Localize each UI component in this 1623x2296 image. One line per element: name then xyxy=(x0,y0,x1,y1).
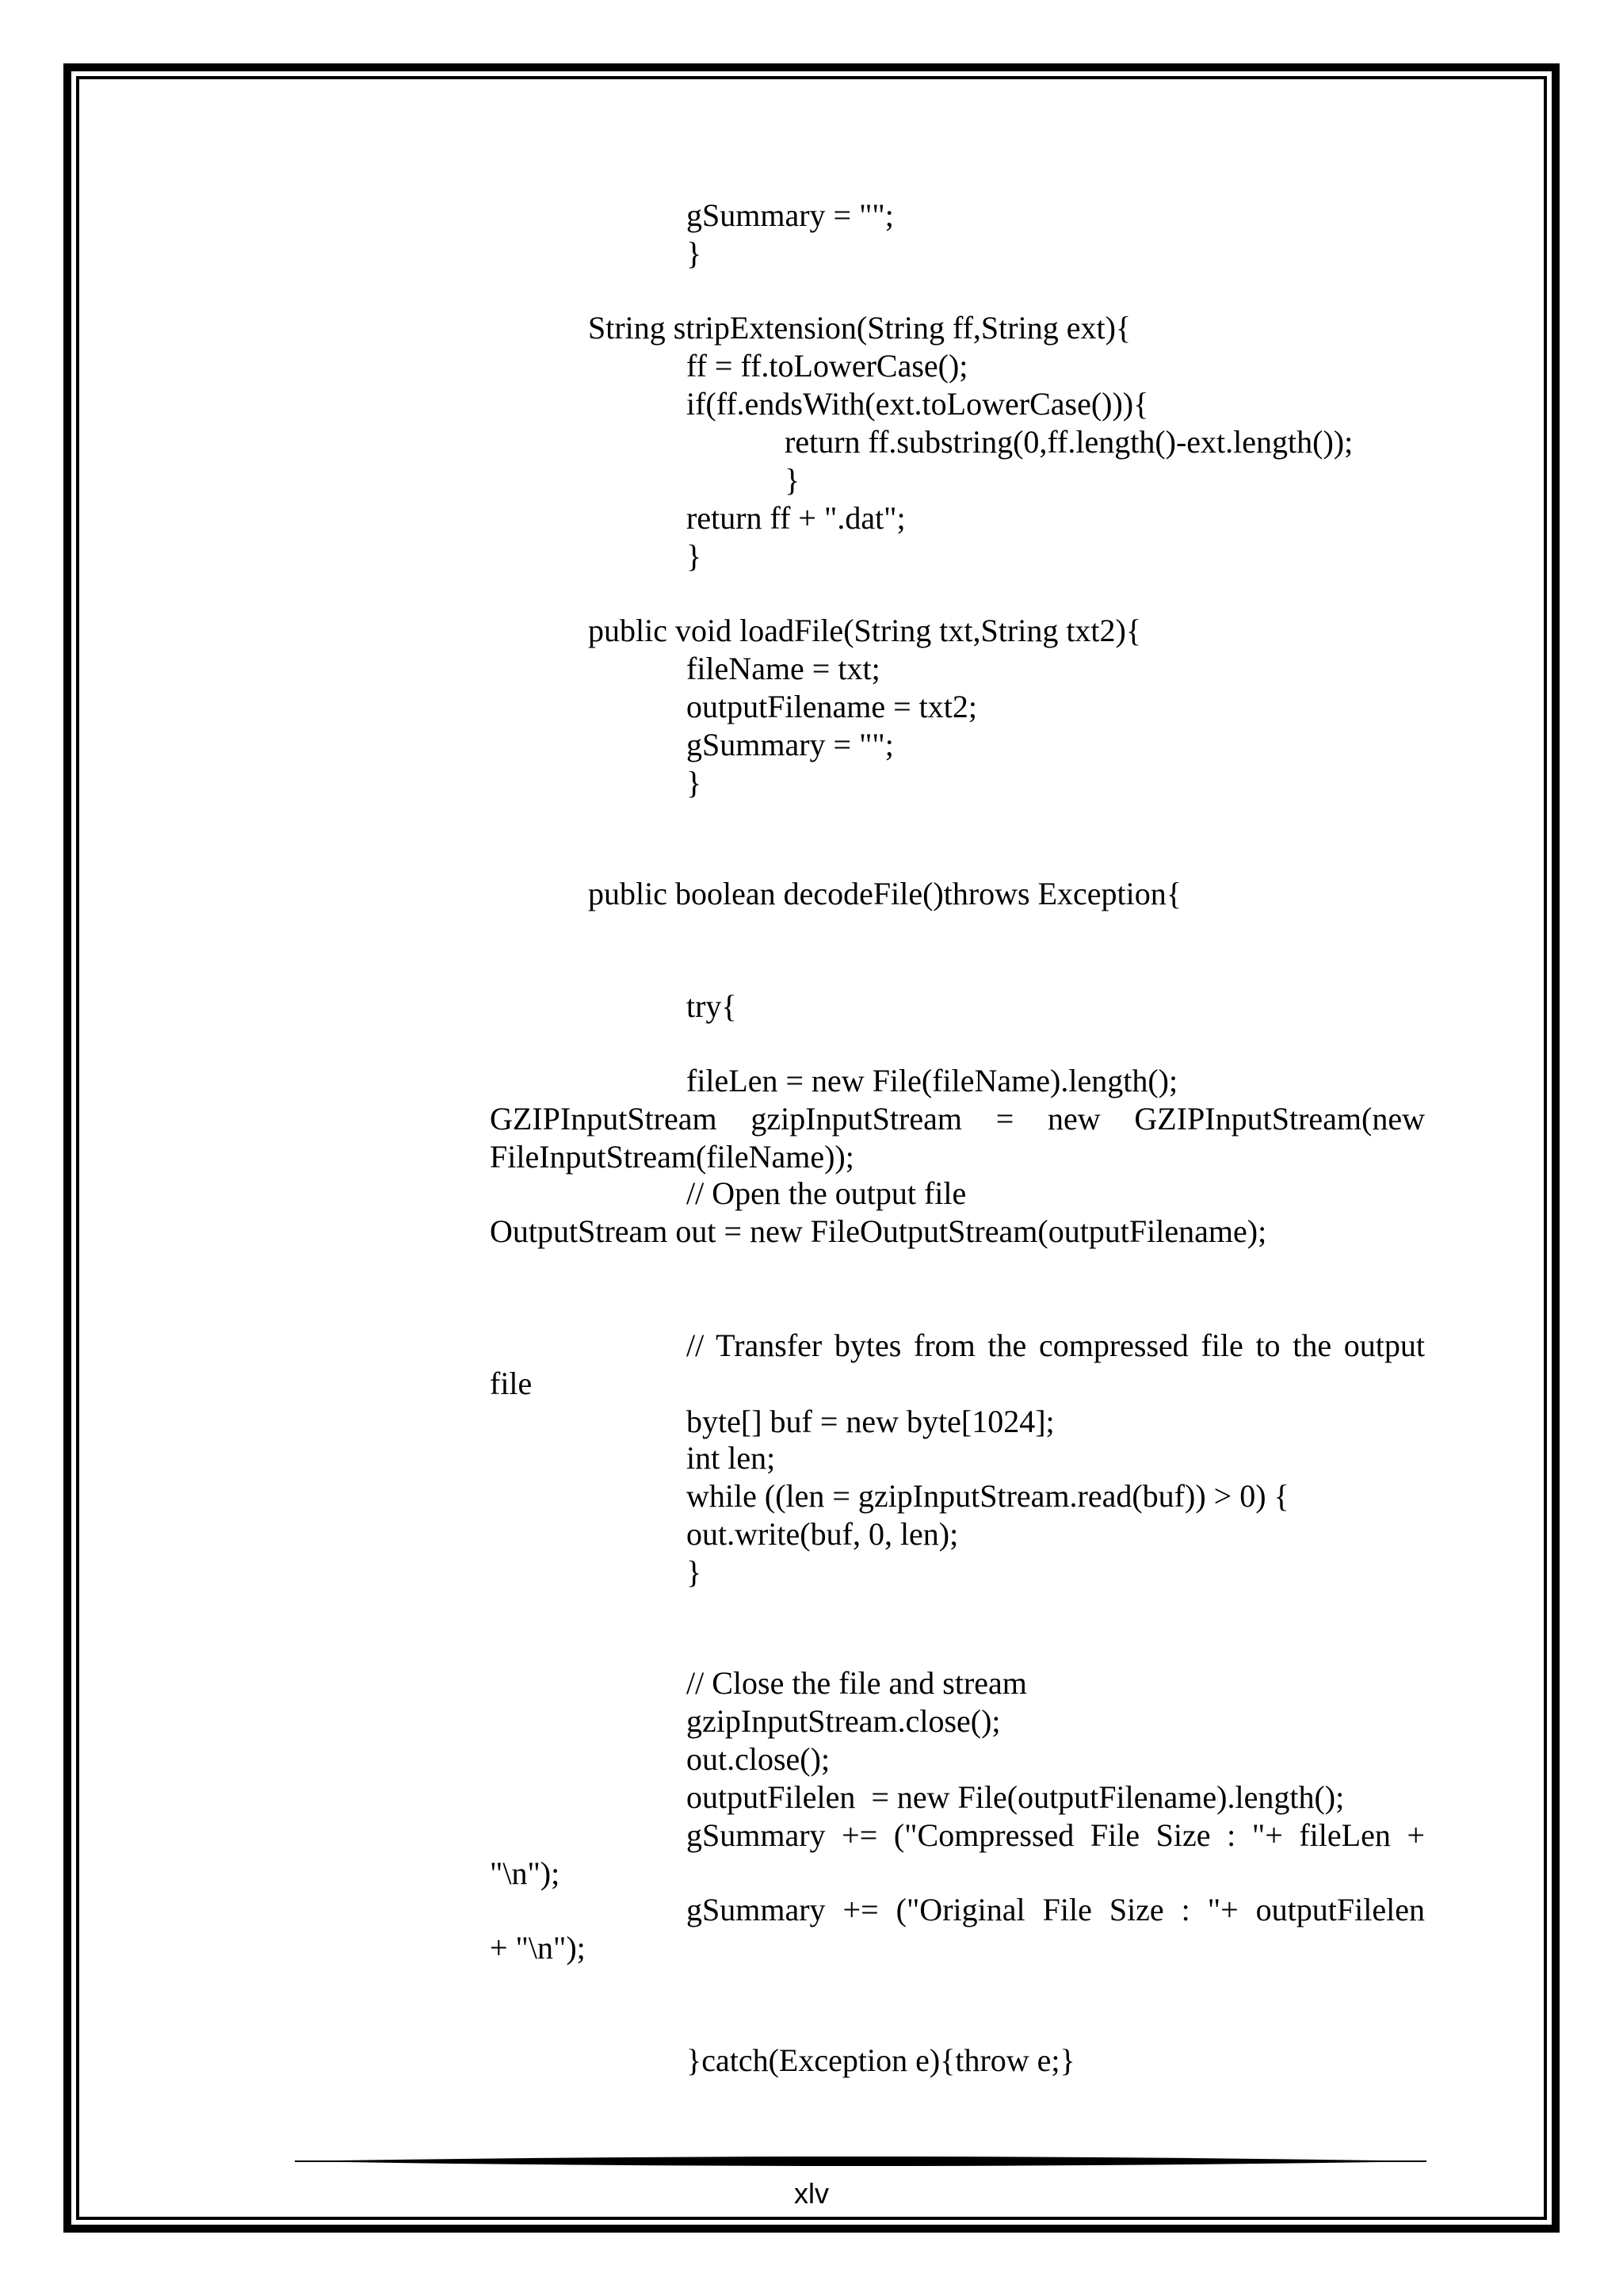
code-line: gzipInputStream.close(); xyxy=(686,1703,1001,1739)
code-line: gSummary = ""; xyxy=(686,197,894,233)
code-line: ff = ff.toLowerCase(); xyxy=(686,348,968,384)
code-line: if(ff.endsWith(ext.toLowerCase())){ xyxy=(686,386,1149,422)
code-line: GZIPInputStream gzipInputStream = new GZIPInputStream(new xyxy=(490,1101,1425,1137)
code-line: outputFilename = txt2; xyxy=(686,689,977,724)
code-line: int len; xyxy=(686,1440,776,1476)
code-line: file xyxy=(490,1366,533,1401)
footer-ornament-rule xyxy=(295,2153,1426,2170)
code-line: return ff.substring(0,ff.length()-ext.length()); xyxy=(785,424,1354,460)
code-line: out.write(buf, 0, len); xyxy=(686,1516,959,1552)
code-line: outputFilelen = new File(outputFilename).length(); xyxy=(686,1779,1345,1815)
code-line: fileLen = new File(fileName).length(); xyxy=(686,1063,1178,1098)
code-line: OutputStream out = new FileOutputStream(outputFilename); xyxy=(490,1213,1267,1249)
code-line: out.close(); xyxy=(686,1741,831,1777)
code-line: FileInputStream(fileName)); xyxy=(490,1139,854,1175)
code-line: } xyxy=(686,1554,702,1590)
code-line: try{ xyxy=(686,988,737,1024)
code-line: } xyxy=(785,462,800,498)
code-line: + "\n"); xyxy=(490,1930,586,1966)
code-line: String stripExtension(String ff,String ext){ xyxy=(588,310,1132,346)
code-line: } xyxy=(686,765,702,800)
code-line: public void loadFile(String txt,String txt2){ xyxy=(588,613,1142,648)
code-line: } xyxy=(686,235,702,271)
code-line: // Transfer bytes from the compressed file to the output xyxy=(686,1328,1425,1363)
code-line: public boolean decodeFile()throws Exception{ xyxy=(588,876,1182,911)
page-number: xlv xyxy=(794,2177,829,2210)
code-line: while ((len = gzipInputStream.read(buf)) > 0) { xyxy=(686,1478,1289,1514)
code-line: }catch(Exception e){throw e;} xyxy=(686,2042,1075,2078)
code-line: return ff + ".dat"; xyxy=(686,500,906,536)
code-line: } xyxy=(686,538,702,574)
code-line: byte[] buf = new byte[1024]; xyxy=(686,1404,1055,1439)
code-line: gSummary += ("Compressed File Size : "+ fileLen + xyxy=(686,1817,1425,1853)
code-line: fileName = txt; xyxy=(686,651,880,686)
code-line: gSummary = ""; xyxy=(686,727,894,762)
code-line: // Close the file and stream xyxy=(686,1665,1027,1701)
code-line: // Open the output file xyxy=(686,1175,967,1211)
code-line: gSummary += ("Original File Size : "+ outputFilelen xyxy=(686,1892,1425,1927)
code-line: "\n"); xyxy=(490,1855,560,1891)
